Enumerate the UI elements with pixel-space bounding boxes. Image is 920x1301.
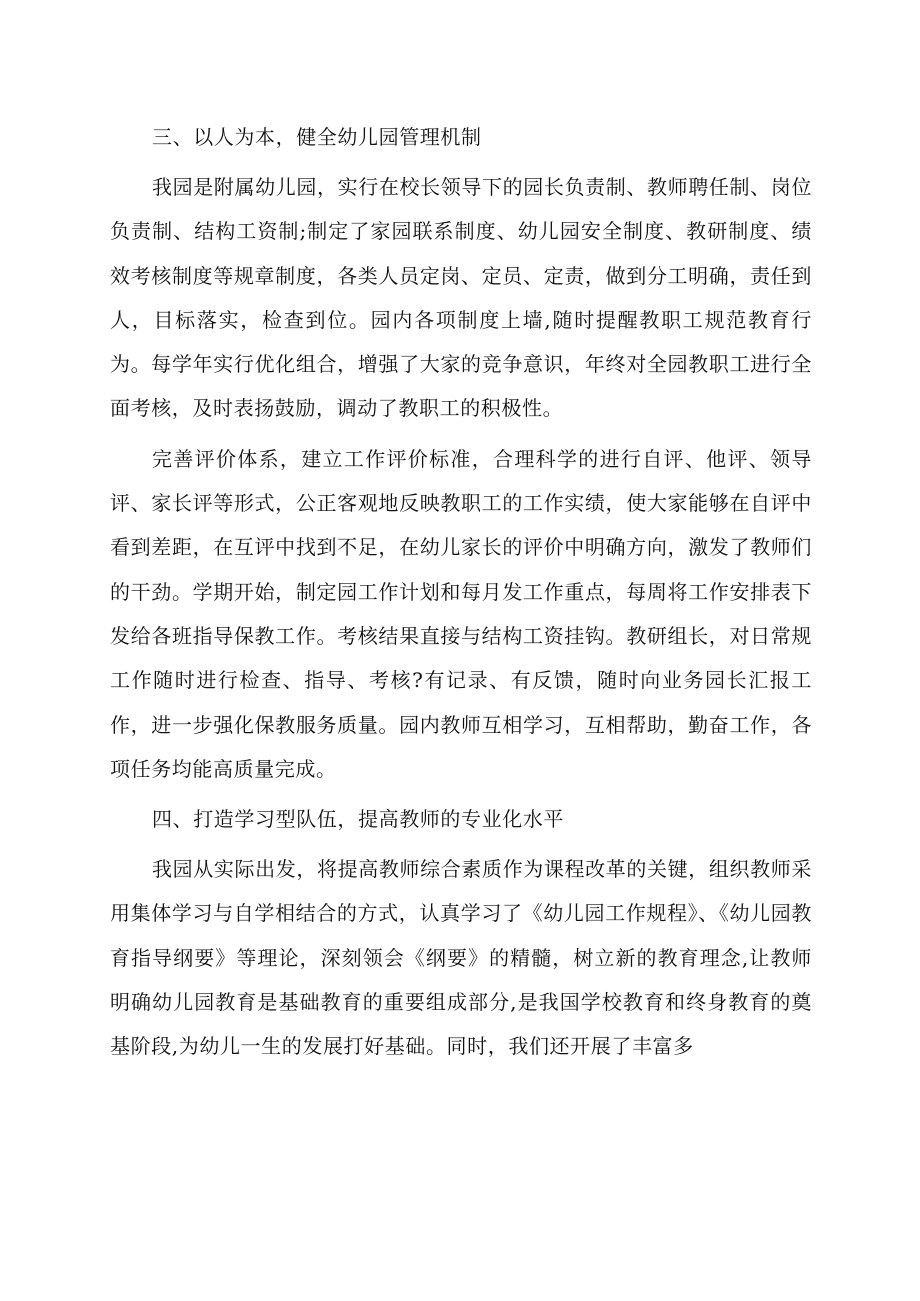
section-heading-3: 三、以人为本，健全幼儿园管理机制	[152, 125, 482, 149]
section-heading-4: 四、打造学习型队伍，提高教师的专业化水平	[152, 807, 564, 832]
section-4-paragraph-1: 我园从实际出发，将提高教师综合素质作为课程改革的关键，组织教师采用集体学习与自学相结合的方式，认真学习了《幼儿园工作规程》、《幼儿园教育指导纲要》等理论，深刻领会《纲要》的精髓，树立新的教育理念,让教师明确幼儿园教育是基础教育的重要组成部分,是我国学校教育和终身教育的奠基阶段,为幼儿一生的发展打好基础。同时，我们还开展了丰富多	[110, 857, 812, 1059]
section-3-paragraph-1: 我园是附属幼儿园，实行在校长领导下的园长负责制、教师聘任制、岗位负责制、结构工资制;制定了家园联系制度、幼儿园安全制度、教研制度、绩效考核制度等规章制度，各类人员定岗、定员、定责，做到分工明确，责任到人，目标落实，检查到位。园内各项制度上墙,随时提醒教职工规范教育行为。每学年实行优化组合，增强了大家的竞争意识，年终对全园教职工进行全面考核，及时表扬鼓励，调动了教职工的积极性。	[110, 175, 812, 421]
section-3-paragraph-2: 完善评价体系，建立工作评价标准，合理科学的进行自评、他评、领导评、家长评等形式，公正客观地反映教职工的工作实绩，使大家能够在自评中看到差距，在互评中找到不足，在幼儿家长的评价中明确方向，激发了教师们的干劲。学期开始，制定园工作计划和每月发工作重点，每周将工作安排表下发给各班指导保教工作。考核结果直接与结构工资挂钩。教研组长，对日常规工作随时进行检查、指导、考核?有记录、有反馈，随时向业务园长汇报工作，进一步强化保教服务质量。园内教师互相学习，互相帮助，勤奋工作，各项任务均能高质量完成。	[110, 446, 812, 781]
document-page	[110, 115, 812, 1075]
